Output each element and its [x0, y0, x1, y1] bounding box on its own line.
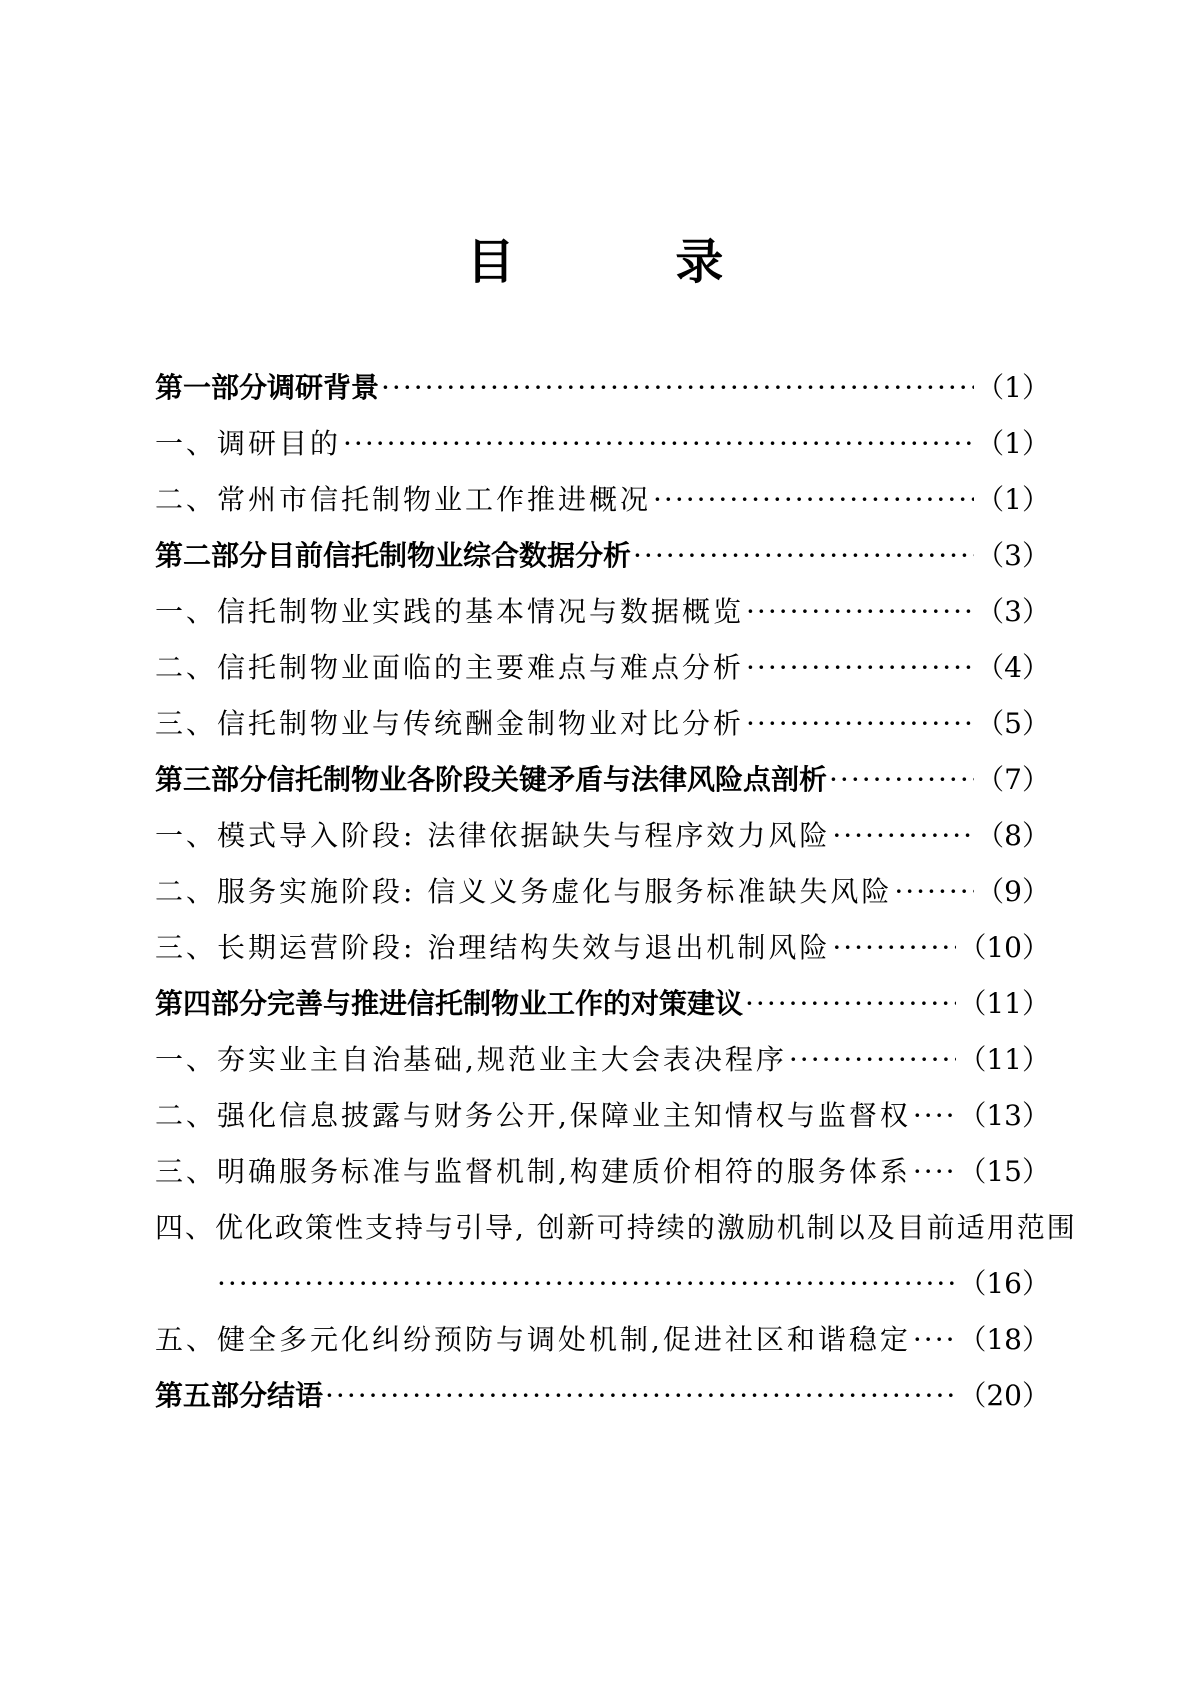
toc-section[interactable]	[155, 1312, 1050, 1368]
toc-part-title: 完善与推进信托制物业工作的对策建议	[267, 987, 744, 1020]
dot-leader	[745, 976, 956, 1032]
toc-part-2[interactable]	[155, 528, 1050, 584]
toc-section[interactable]	[155, 1144, 1050, 1200]
dot-leader	[633, 528, 974, 584]
page-title: 目 录	[466, 234, 796, 290]
toc-section[interactable]	[155, 584, 1050, 640]
toc-page-number: （7）	[976, 763, 1050, 796]
toc-page-number: （5）	[976, 707, 1050, 740]
toc-section[interactable]	[155, 808, 1050, 864]
dot-leader	[217, 1256, 956, 1312]
toc-page-number: （4）	[976, 651, 1050, 684]
toc-section[interactable]	[155, 1088, 1050, 1144]
toc-page-number: （11）	[958, 1043, 1050, 1076]
toc-part-title: 调研背景	[267, 371, 380, 404]
toc-part-title: 信托制物业各阶段关键矛盾与法律风险点剖析	[267, 763, 828, 796]
toc-section-title: 四、优化政策性支持与引导, 创新可持续的激励机制以及目前适用范围	[155, 1211, 1077, 1244]
toc-section-title: 二、信托制物业面临的主要难点与难点分析	[155, 651, 745, 684]
dot-leader	[832, 920, 956, 976]
toc-page-number: （20）	[958, 1379, 1050, 1412]
table-of-contents	[155, 360, 1077, 1424]
toc-section-title: 三、长期运营阶段: 治理结构失效与退出机制风险	[155, 931, 831, 964]
dot-leader	[832, 808, 974, 864]
dot-leader	[829, 752, 974, 808]
toc-section-title: 二、常州市信托制物业工作推进概况	[155, 483, 652, 516]
toc-part-label: 第三部分	[155, 763, 268, 796]
toc-part-label: 第五部分	[155, 1379, 268, 1412]
dot-leader	[789, 1032, 956, 1088]
toc-page-number: （16）	[958, 1267, 1050, 1300]
toc-part-label: 第二部分	[155, 539, 268, 572]
dot-leader	[913, 1144, 956, 1200]
toc-part-label: 第四部分	[155, 987, 268, 1020]
toc-page-number: （10）	[958, 931, 1050, 964]
toc-section[interactable]	[155, 416, 1050, 472]
toc-page-number: （3）	[976, 539, 1050, 572]
toc-page-number: （1）	[976, 371, 1050, 404]
toc-page-number: （18）	[958, 1323, 1050, 1356]
toc-page-number: （9）	[976, 875, 1050, 908]
toc-section[interactable]	[155, 640, 1050, 696]
toc-section[interactable]	[155, 1032, 1050, 1088]
toc-part-5[interactable]	[155, 1368, 1050, 1424]
toc-section-title: 二、服务实施阶段: 信义义务虚化与服务标准缺失风险	[155, 875, 893, 908]
toc-section-title: 三、明确服务标准与监督机制,构建质价相符的服务体系	[155, 1155, 911, 1188]
toc-page-number: （8）	[976, 819, 1050, 852]
toc-section-wrapped[interactable]	[155, 1200, 1077, 1256]
toc-section-title: 一、模式导入阶段: 法律依据缺失与程序效力风险	[155, 819, 831, 852]
toc-page-number: （11）	[958, 987, 1050, 1020]
toc-section-title: 一、夯实业主自治基础,规范业主大会表决程序	[155, 1043, 787, 1076]
toc-page-number: （15）	[958, 1155, 1050, 1188]
dot-leader	[913, 1088, 956, 1144]
dot-leader	[325, 1368, 956, 1424]
toc-part-label: 第一部分	[155, 371, 268, 404]
dot-leader	[746, 640, 974, 696]
toc-page-number: （1）	[976, 483, 1050, 516]
toc-section[interactable]	[155, 696, 1050, 752]
dot-leader	[746, 584, 974, 640]
toc-section[interactable]	[155, 864, 1050, 920]
toc-section-wrapped-continuation[interactable]	[155, 1256, 1050, 1312]
toc-part-title: 结语	[267, 1379, 324, 1412]
toc-page-number: （3）	[976, 595, 1050, 628]
toc-part-4[interactable]	[155, 976, 1050, 1032]
dot-leader	[381, 360, 974, 416]
toc-section-title: 一、信托制物业实践的基本情况与数据概览	[155, 595, 745, 628]
toc-part-title: 目前信托制物业综合数据分析	[267, 539, 632, 572]
dot-leader	[894, 864, 974, 920]
toc-section[interactable]	[155, 920, 1050, 976]
toc-section-title: 五、健全多元化纠纷预防与调处机制,促进社区和谐稳定	[155, 1323, 911, 1356]
dot-leader	[653, 472, 974, 528]
toc-section-title: 一、调研目的	[155, 427, 342, 460]
toc-part-3[interactable]	[155, 752, 1050, 808]
toc-section-title: 三、信托制物业与传统酬金制物业对比分析	[155, 707, 745, 740]
toc-section-title: 二、强化信息披露与财务公开,保障业主知情权与监督权	[155, 1099, 911, 1132]
dot-leader	[746, 696, 974, 752]
dot-leader	[343, 416, 974, 472]
toc-part-1[interactable]	[155, 360, 1050, 416]
toc-page-number: （1）	[976, 427, 1050, 460]
toc-page-number: （13）	[958, 1099, 1050, 1132]
dot-leader	[913, 1312, 956, 1368]
toc-section[interactable]	[155, 472, 1050, 528]
